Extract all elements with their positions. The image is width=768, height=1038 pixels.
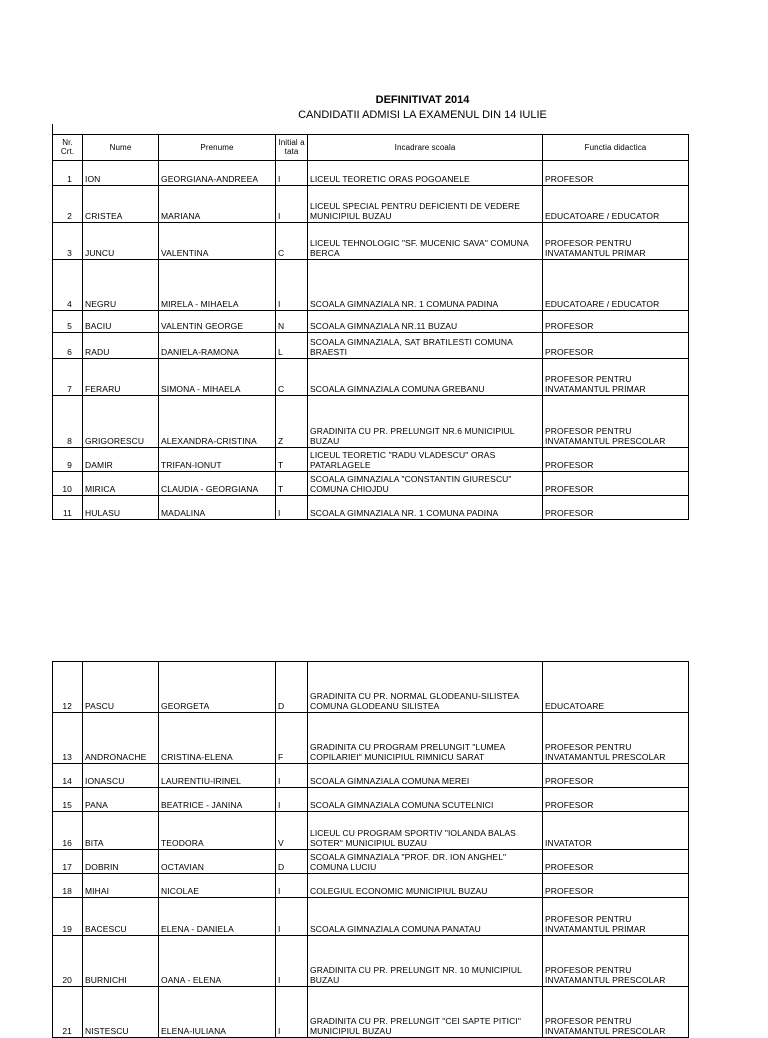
- cell-nume: JUNCU: [83, 223, 159, 260]
- table-row: [53, 812, 689, 850]
- cell-prenume: MARIANA: [159, 186, 276, 223]
- cell-prenume: CRISTINA-ELENA: [159, 713, 276, 764]
- table-row: [53, 987, 689, 1038]
- cell-functia: PROFESOR: [543, 448, 689, 472]
- cell-incadrare: LICEUL CU PROGRAM SPORTIV "IOLANDA BALAS SOTER" MUNICIPIUL BUZAU: [308, 812, 543, 850]
- cell-prenume: MADALINA: [159, 496, 276, 520]
- cell-nume: BACESCU: [83, 898, 159, 936]
- cell-nume: PASCU: [83, 662, 159, 713]
- cell-prenume: SIMONA - MIHAELA: [159, 359, 276, 396]
- cell-initiala: I: [276, 936, 308, 987]
- cell-prenume: LAURENTIU-IRINEL: [159, 764, 276, 788]
- cell-nume: DOBRIN: [83, 850, 159, 874]
- table-header-row: [53, 135, 689, 161]
- cell-nr: 14: [53, 764, 83, 788]
- cell-nr: 8: [53, 396, 83, 448]
- cell-functia: PROFESOR PENTRU INVATAMANTUL PRIMAR: [543, 898, 689, 936]
- cell-functia: PROFESOR PENTRU INVATAMANTUL PRESCOLAR: [543, 936, 689, 987]
- cell-nr: 12: [53, 662, 83, 713]
- cell-incadrare: SCOALA GIMNAZIALA COMUNA MEREI: [308, 764, 543, 788]
- cell-incadrare: SCOALA GIMNAZIALA, SAT BRATILESTI COMUNA BRAESTI: [308, 333, 543, 359]
- cell-nr: 11: [53, 496, 83, 520]
- cell-nume: ANDRONACHE: [83, 713, 159, 764]
- cell-prenume: MIRELA - MIHAELA: [159, 260, 276, 311]
- document-title: DEFINITIVAT 2014: [375, 94, 470, 106]
- table-row: [53, 936, 689, 987]
- cell-initiala: C: [276, 223, 308, 260]
- table-row: [53, 496, 689, 520]
- header-incadrare: Incadrare scoala: [308, 135, 543, 161]
- cell-prenume: OANA - ELENA: [159, 936, 276, 987]
- table-row: [53, 333, 689, 359]
- table-row: [53, 186, 689, 223]
- cell-nume: GRIGORESCU: [83, 396, 159, 448]
- cell-nr: 13: [53, 713, 83, 764]
- table-row: [53, 260, 689, 311]
- cell-prenume: VALENTINA: [159, 223, 276, 260]
- cell-incadrare: GRADINITA CU PR. PRELUNGIT "CEI SAPTE PITICI" MUNICIPIUL BUZAU: [308, 987, 543, 1038]
- candidates-table-page-2: [52, 661, 689, 1038]
- cell-prenume: TRIFAN-IONUT: [159, 448, 276, 472]
- table-row: [53, 898, 689, 936]
- cell-nr: 16: [53, 812, 83, 850]
- table-row: [53, 662, 689, 713]
- cell-prenume: GEORGIANA-ANDREEA: [159, 161, 276, 186]
- table-row: [53, 223, 689, 260]
- cell-functia: PROFESOR: [543, 333, 689, 359]
- cell-incadrare: SCOALA GIMNAZIALA NR.11 BUZAU: [308, 311, 543, 333]
- cell-nume: DAMIR: [83, 448, 159, 472]
- cell-incadrare: LICEUL SPECIAL PENTRU DEFICIENTI DE VEDERE MUNICIPIUL BUZAU: [308, 186, 543, 223]
- cell-initiala: Z: [276, 396, 308, 448]
- cell-incadrare: SCOALA GIMNAZIALA COMUNA SCUTELNICI: [308, 788, 543, 812]
- cell-nr: 2: [53, 186, 83, 223]
- cell-incadrare: SCOALA GIMNAZIALA "PROF. DR. ION ANGHEL" COMUNA LUCIU: [308, 850, 543, 874]
- cell-functia: PROFESOR: [543, 874, 689, 898]
- cell-initiala: N: [276, 311, 308, 333]
- cell-prenume: ELENA - DANIELA: [159, 898, 276, 936]
- cell-initiala: T: [276, 448, 308, 472]
- cell-functia: PROFESOR PENTRU INVATAMANTUL PRESCOLAR: [543, 396, 689, 448]
- cell-nr: 9: [53, 448, 83, 472]
- cell-nume: HULASU: [83, 496, 159, 520]
- cell-prenume: NICOLAE: [159, 874, 276, 898]
- cell-incadrare: SCOALA GIMNAZIALA "CONSTANTIN GIURESCU" COMUNA CHIOJDU: [308, 472, 543, 496]
- table-row: [53, 764, 689, 788]
- cell-functia: PROFESOR: [543, 472, 689, 496]
- cell-nr: 3: [53, 223, 83, 260]
- cell-nr: 17: [53, 850, 83, 874]
- cell-nume: FERARU: [83, 359, 159, 396]
- cell-functia: PROFESOR PENTRU INVATAMANTUL PRESCOLAR: [543, 987, 689, 1038]
- cell-nume: BITA: [83, 812, 159, 850]
- cell-nume: MIHAI: [83, 874, 159, 898]
- cell-functia: PROFESOR: [543, 850, 689, 874]
- table-row: [53, 472, 689, 496]
- cell-functia: EDUCATOARE / EDUCATOR: [543, 260, 689, 311]
- cell-functia: PROFESOR: [543, 496, 689, 520]
- header-prenume: Prenume: [159, 135, 276, 161]
- cell-incadrare: LICEUL TEORETIC ORAS POGOANELE: [308, 161, 543, 186]
- cell-nr: 20: [53, 936, 83, 987]
- cell-incadrare: COLEGIUL ECONOMIC MUNICIPIUL BUZAU: [308, 874, 543, 898]
- cell-initiala: V: [276, 812, 308, 850]
- cell-functia: PROFESOR: [543, 161, 689, 186]
- cell-functia: PROFESOR PENTRU INVATAMANTUL PRESCOLAR: [543, 713, 689, 764]
- cell-functia: PROFESOR PENTRU INVATAMANTUL PRIMAR: [543, 359, 689, 396]
- cell-prenume: TEODORA: [159, 812, 276, 850]
- cell-nr: 19: [53, 898, 83, 936]
- cell-nume: BURNICHI: [83, 936, 159, 987]
- cell-prenume: GEORGETA: [159, 662, 276, 713]
- cell-initiala: F: [276, 713, 308, 764]
- cell-nume: ION: [83, 161, 159, 186]
- cell-incadrare: LICEUL TEHNOLOGIC "SF. MUCENIC SAVA" COMUNA BERCA: [308, 223, 543, 260]
- cell-nume: NISTESCU: [83, 987, 159, 1038]
- cell-nr: 21: [53, 987, 83, 1038]
- header-functia: Functia didactica: [543, 135, 689, 161]
- cell-prenume: CLAUDIA - GEORGIANA: [159, 472, 276, 496]
- cell-nr: 6: [53, 333, 83, 359]
- cell-nume: BACIU: [83, 311, 159, 333]
- header-initiala: Initial a tata: [276, 135, 308, 161]
- cell-functia: PROFESOR PENTRU INVATAMANTUL PRIMAR: [543, 223, 689, 260]
- cell-initiala: I: [276, 764, 308, 788]
- cell-functia: PROFESOR: [543, 788, 689, 812]
- cell-nume: CRISTEA: [83, 186, 159, 223]
- table-row: [53, 713, 689, 764]
- cell-functia: EDUCATOARE: [543, 662, 689, 713]
- cell-incadrare: GRADINITA CU PROGRAM PRELUNGIT "LUMEA COPILARIEI" MUNICIPIUL RIMNICU SARAT: [308, 713, 543, 764]
- cell-nume: MIRICA: [83, 472, 159, 496]
- cell-initiala: I: [276, 788, 308, 812]
- table-row: [53, 788, 689, 812]
- table-row: [53, 396, 689, 448]
- cell-incadrare: LICEUL TEORETIC "RADU VLADESCU" ORAS PATARLAGELE: [308, 448, 543, 472]
- cell-incadrare: GRADINITA CU PR. PRELUNGIT NR. 10 MUNICIPIUL BUZAU: [308, 936, 543, 987]
- cell-incadrare: SCOALA GIMNAZIALA COMUNA PANATAU: [308, 898, 543, 936]
- cell-nume: NEGRU: [83, 260, 159, 311]
- table-row: [53, 874, 689, 898]
- cell-nr: 4: [53, 260, 83, 311]
- table-row: [53, 161, 689, 186]
- cell-prenume: VALENTIN GEORGE: [159, 311, 276, 333]
- cell-nr: 5: [53, 311, 83, 333]
- cell-nume: IONASCU: [83, 764, 159, 788]
- cell-initiala: D: [276, 662, 308, 713]
- cell-initiala: I: [276, 987, 308, 1038]
- cell-initiala: I: [276, 260, 308, 311]
- cell-initiala: L: [276, 333, 308, 359]
- cell-prenume: ELENA-IULIANA: [159, 987, 276, 1038]
- cell-initiala: I: [276, 874, 308, 898]
- cell-initiala: C: [276, 359, 308, 396]
- cell-initiala: I: [276, 898, 308, 936]
- cell-initiala: T: [276, 472, 308, 496]
- cell-nr: 1: [53, 161, 83, 186]
- cell-incadrare: SCOALA GIMNAZIALA NR. 1 COMUNA PADINA: [308, 260, 543, 311]
- header-nume: Nume: [83, 135, 159, 161]
- cell-nr: 18: [53, 874, 83, 898]
- cell-initiala: D: [276, 850, 308, 874]
- cell-nr: 10: [53, 472, 83, 496]
- cell-initiala: I: [276, 186, 308, 223]
- cell-functia: INVATATOR: [543, 812, 689, 850]
- cell-incadrare: SCOALA GIMNAZIALA COMUNA GREBANU: [308, 359, 543, 396]
- cell-nume: RADU: [83, 333, 159, 359]
- table-row: [53, 311, 689, 333]
- header-nr: Nr. Crt.: [53, 135, 83, 161]
- cell-initiala: I: [276, 161, 308, 186]
- cell-functia: PROFESOR: [543, 311, 689, 333]
- cell-functia: EDUCATOARE / EDUCATOR: [543, 186, 689, 223]
- table-row: [53, 850, 689, 874]
- cell-prenume: ALEXANDRA-CRISTINA: [159, 396, 276, 448]
- cell-nr: 7: [53, 359, 83, 396]
- table-row: [53, 448, 689, 472]
- cell-nume: PANA: [83, 788, 159, 812]
- cell-incadrare: GRADINITA CU PR. PRELUNGIT NR.6 MUNICIPIUL BUZAU: [308, 396, 543, 448]
- table-row: [53, 359, 689, 396]
- candidates-table-page-1: [52, 134, 689, 520]
- cell-nr: 15: [53, 788, 83, 812]
- cell-initiala: I: [276, 496, 308, 520]
- cell-prenume: DANIELA-RAMONA: [159, 333, 276, 359]
- cell-prenume: BEATRICE - JANINA: [159, 788, 276, 812]
- cell-incadrare: SCOALA GIMNAZIALA NR. 1 COMUNA PADINA: [308, 496, 543, 520]
- cell-functia: PROFESOR: [543, 764, 689, 788]
- cell-prenume: OCTAVIAN: [159, 850, 276, 874]
- document-subtitle: CANDIDATII ADMISI LA EXAMENUL DIN 14 IULIE: [298, 109, 547, 121]
- cell-incadrare: GRADINITA CU PR. NORMAL GLODEANU-SILISTEA COMUNA GLODEANU SILISTEA: [308, 662, 543, 713]
